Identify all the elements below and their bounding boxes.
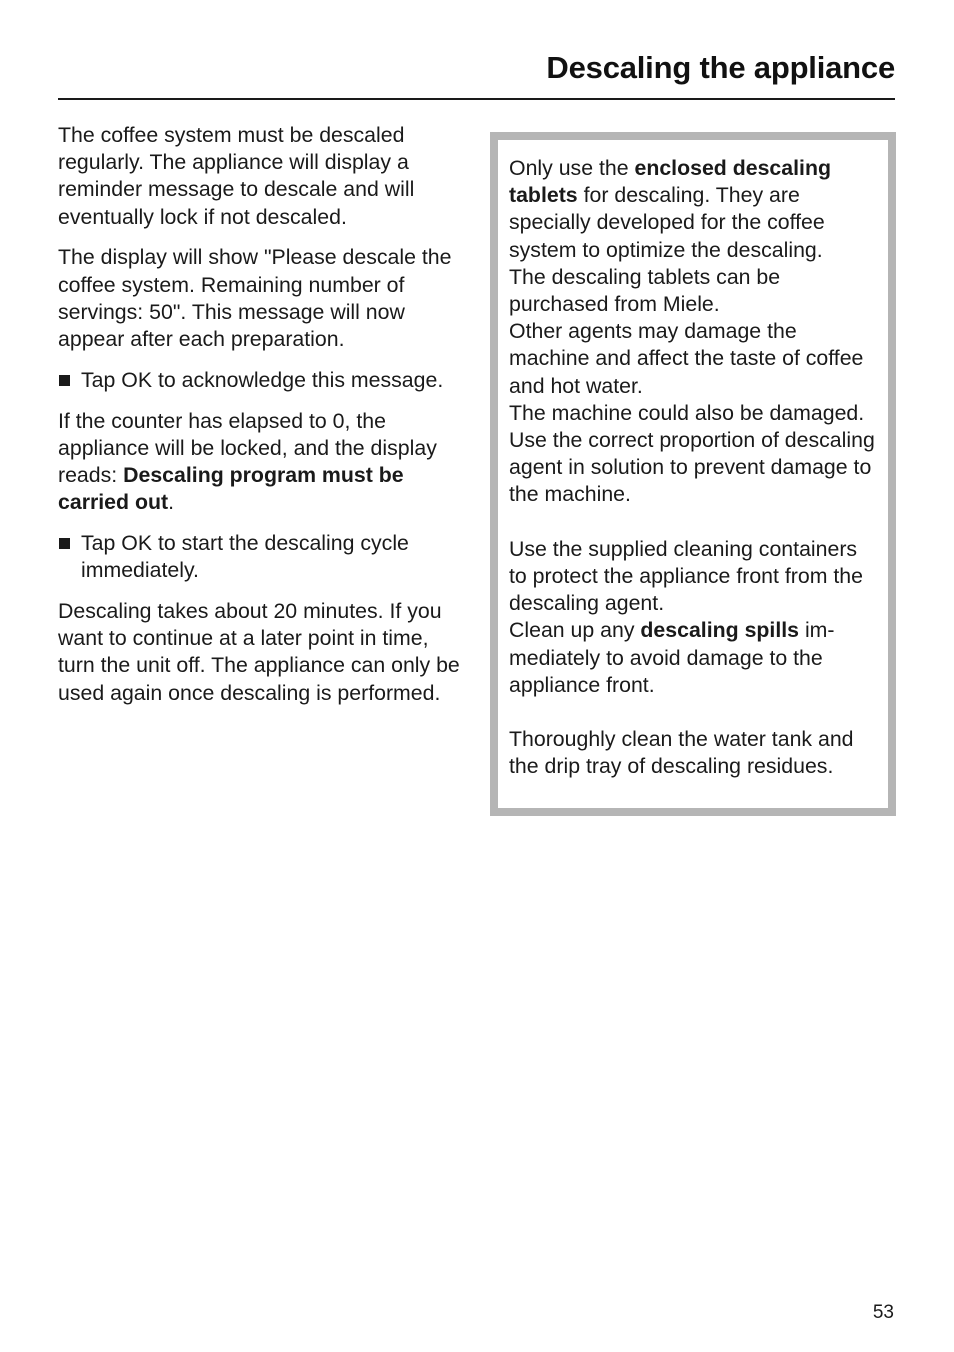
warning-clean-tank: Thoroughly clean the water tank and the drip tray of descaling residues. [509, 727, 854, 779]
duration-paragraph: Descaling takes about 20 minutes. If you want to continue at a later point in time, turn the unit off. The appliance can only be used again once descaling is performed. [58, 599, 460, 705]
warning-tablets-text-end: for descaling. They are specially developed for the coffee system to optimize the descaling. [509, 183, 825, 262]
warning-spills-text-end: im-mediately to avoid damage to the appliance front. [509, 618, 835, 697]
page-title: Descaling the appliance [546, 50, 895, 85]
square-bullet-icon [59, 538, 70, 549]
warning-spills-text: Clean up any [509, 618, 641, 643]
warning-proportion: Use the correct proportion of descaling agent in solution to prevent damage to the machine. [509, 428, 875, 507]
warning-machine-damage: The machine could also be damaged. [509, 400, 865, 425]
warning-other-agents: Other agents may damage the machine and affect the taste of coffee and hot water. [509, 319, 864, 398]
warning-purchase: The descaling tablets can be purchased from Miele. [509, 264, 781, 317]
main-text-column [58, 122, 468, 720]
square-bullet-icon [59, 375, 70, 386]
locked-text-end: . [168, 490, 174, 515]
warning-tablets-bold: enclosed descaling tablets [509, 156, 831, 208]
step-acknowledge-text: Tap OK to acknowledge this message. [81, 367, 444, 392]
warning-spills [509, 617, 878, 699]
title-divider [58, 98, 895, 100]
warning-tablets-text: Only use the [509, 156, 635, 180]
intro-paragraph: The coffee system must be descaled regularly. The appliance will display a reminder message to descale and will eventually lock if not descaled. [58, 123, 415, 229]
step-start [58, 530, 468, 584]
warning-tablets [509, 155, 878, 264]
step-acknowledge [58, 367, 468, 394]
warning-containers: Use the supplied cleaning containers to protect the appliance front from the descaling agent. [509, 536, 863, 616]
page-number: 53 [872, 1302, 894, 1323]
locked-paragraph [58, 408, 468, 517]
warning-spills-bold: descaling spills [640, 618, 800, 643]
locked-text: If the counter has elapsed to 0, the appliance will be locked, and the display reads: [58, 408, 437, 488]
locked-display-message: Descaling program must be carried out [58, 463, 404, 515]
warning-box [490, 132, 896, 816]
step-start-text: Tap OK to start the descaling cycle immediately. [81, 531, 409, 583]
display-message-paragraph: The display will show "Please descale the coffee system. Remaining number of servings: 50". This message will now appear after each preparation. [58, 245, 452, 352]
